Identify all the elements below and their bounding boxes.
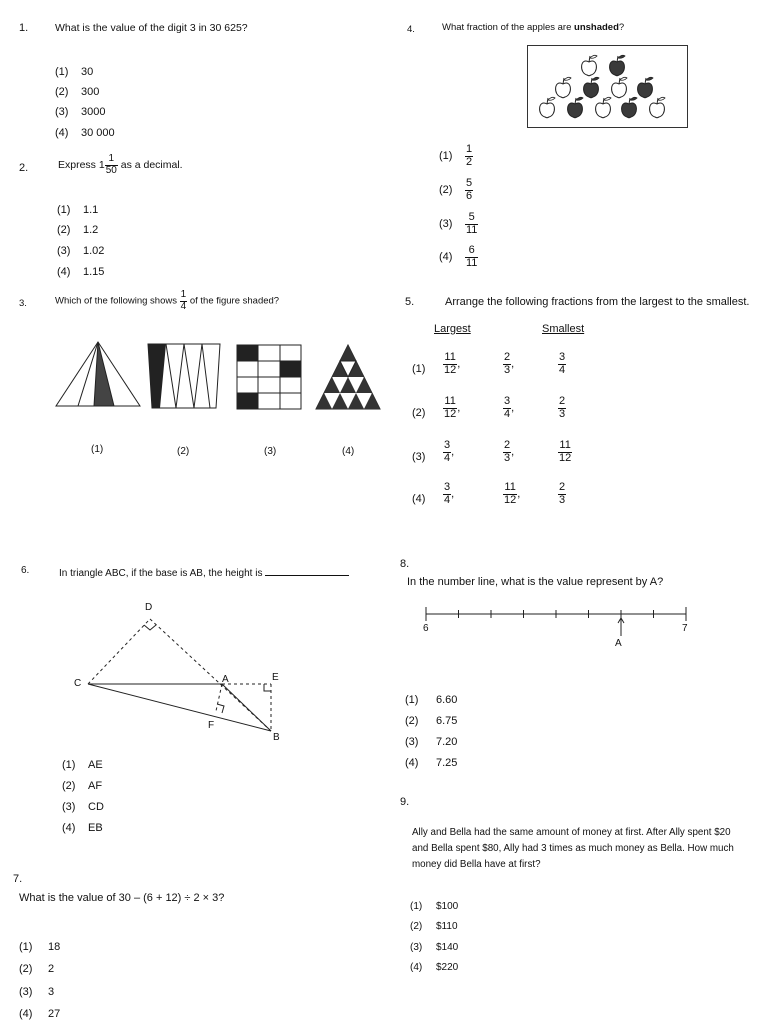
- fraction-numerator: 11: [444, 351, 456, 363]
- fraction-numerator: 3: [444, 481, 451, 493]
- option-value: AF: [88, 780, 103, 792]
- option-label: (3): [412, 451, 426, 463]
- option-fraction: [503, 440, 514, 464]
- q3-text-pre: Which of the following shows: [55, 295, 177, 307]
- apple-icon: [612, 77, 627, 97]
- q2-text-post: as a decimal.: [120, 158, 183, 171]
- q1-option-4[interactable]: [55, 127, 115, 139]
- fraction-denominator: 3: [559, 407, 566, 420]
- q8-option-3[interactable]: [405, 736, 457, 748]
- option-label: (4): [19, 1008, 33, 1020]
- q9-option-1[interactable]: [410, 901, 458, 912]
- option-label: (3): [55, 106, 69, 118]
- fraction-denominator: 3: [504, 363, 511, 376]
- option-label: (4): [405, 757, 419, 769]
- number-line-end: 7: [682, 623, 688, 634]
- q7-option-3[interactable]: [19, 986, 54, 998]
- option-label: (4): [412, 493, 426, 505]
- q4-option-2[interactable]: [439, 178, 473, 202]
- fraction-numerator: 2: [504, 351, 511, 363]
- q8-option-1[interactable]: [405, 694, 457, 706]
- option-label: (2): [410, 921, 423, 932]
- option-label: (3): [57, 245, 71, 257]
- option-value: 2: [48, 963, 55, 975]
- q6-question: [59, 565, 349, 579]
- option-label: (4): [62, 822, 76, 834]
- label-a: A: [222, 674, 229, 685]
- option-fraction: [443, 396, 460, 420]
- apple-icon: [596, 97, 611, 117]
- fraction-denominator: 6: [466, 189, 473, 202]
- option-value: $220: [436, 962, 459, 973]
- option-value: 3: [48, 986, 55, 998]
- q3-caption-4: (4): [342, 446, 355, 457]
- option-label: (4): [55, 127, 69, 139]
- fraction-numerator: 1: [108, 153, 115, 164]
- fraction-denominator: 3: [559, 493, 566, 506]
- fraction-denominator: 3: [504, 451, 511, 464]
- q4-text-bold: unshaded: [574, 22, 619, 33]
- shaded-apple-icon: [584, 77, 599, 97]
- fraction-denominator: 4: [504, 407, 511, 420]
- option-value: 1.15: [83, 266, 105, 278]
- q3-caption-3: (3): [264, 446, 277, 457]
- option-label: (4): [57, 266, 71, 278]
- q3-question: [55, 290, 279, 312]
- q8-number: 8.: [400, 558, 410, 570]
- fraction-numerator: 6: [468, 244, 475, 256]
- apple-icon: [650, 97, 665, 117]
- option-fraction: [558, 396, 566, 420]
- option-label: (1): [19, 941, 33, 953]
- q3-figure-3[interactable]: [237, 345, 303, 409]
- separator-comma: ,: [517, 488, 521, 501]
- option-label: (4): [439, 250, 453, 263]
- option-value: 300: [81, 86, 100, 98]
- option-value: $100: [436, 901, 459, 912]
- fraction-numerator: 5: [468, 211, 475, 223]
- q5-question: Arrange the following fractions from the largest to the smallest.: [445, 296, 750, 308]
- q5-smallest-label: Smallest: [542, 323, 585, 335]
- option-label: (2): [55, 86, 69, 98]
- q6-option-1[interactable]: [62, 759, 103, 771]
- q9-number: 9.: [400, 796, 410, 808]
- fraction-denominator: 12: [444, 407, 457, 420]
- label-c: C: [74, 678, 82, 689]
- label-d: D: [145, 602, 153, 613]
- fraction-numerator: 2: [559, 395, 566, 407]
- option-value: $110: [436, 921, 458, 932]
- q3-caption-1: (1): [91, 444, 104, 455]
- q8-option-4[interactable]: [405, 757, 457, 769]
- option-label: (1): [405, 694, 419, 706]
- label-f: F: [208, 720, 215, 731]
- option-label: (1): [55, 66, 69, 78]
- q5-largest-label: Largest: [434, 323, 471, 335]
- q8-question: In the number line, what is the value represent by A?: [407, 576, 664, 588]
- fraction-numerator: 2: [504, 439, 511, 451]
- option-value: $140: [436, 942, 459, 953]
- option-fraction: [503, 352, 514, 376]
- option-value: 3000: [81, 106, 106, 118]
- q3-number: 3.: [19, 298, 27, 309]
- fraction-denominator: 4: [444, 451, 451, 464]
- q3-text-post: of the figure shaded?: [189, 295, 280, 307]
- fraction-denominator: 4: [559, 363, 566, 376]
- fraction-denominator: 11: [466, 223, 478, 236]
- q4-question: [442, 22, 624, 33]
- q9-line-3: money did Bella have at first?: [412, 859, 541, 870]
- option-value: 1.02: [83, 245, 105, 257]
- separator-comma: ,: [457, 358, 461, 371]
- q2-option-3[interactable]: [57, 245, 104, 257]
- fraction-denominator: 4: [180, 300, 187, 312]
- q9-line-1: Ally and Bella had the same amount of money at first. After Ally spent $20: [412, 827, 731, 838]
- apple-icon: [540, 97, 555, 117]
- q6-option-4[interactable]: [62, 822, 103, 834]
- q1-option-1[interactable]: [55, 66, 93, 78]
- fraction-numerator: 11: [504, 481, 516, 493]
- option-label: (2): [405, 715, 419, 727]
- q7-number: 7.: [13, 873, 23, 885]
- option-value: 6.75: [436, 715, 458, 727]
- separator-comma: ,: [451, 488, 455, 501]
- option-value: 7.25: [436, 757, 458, 769]
- option-label: (4): [410, 962, 423, 973]
- option-label: (2): [19, 963, 33, 975]
- fraction-denominator: 4: [444, 493, 451, 506]
- option-label: (1): [57, 204, 71, 216]
- option-value: 1.2: [83, 224, 99, 236]
- q9-line-2: and Bella spent $80, Ally had 3 times as much money as Bella. How much: [412, 843, 734, 854]
- fraction-denominator: 12: [444, 363, 457, 376]
- q7-question: What is the value of 30 – (6 + 12) ÷ 2 × 3?: [19, 892, 225, 904]
- q2-fraction: [105, 154, 118, 176]
- q4-option-3[interactable]: [439, 212, 478, 236]
- option-fraction: [558, 440, 572, 464]
- number-line-marker-a: A: [615, 638, 622, 649]
- q1-option-2[interactable]: [55, 86, 99, 98]
- option-fraction: [465, 178, 473, 202]
- option-label: (3): [410, 942, 423, 953]
- apple-icon: [556, 77, 571, 97]
- q5-number: 5.: [405, 296, 415, 308]
- fraction-denominator: 50: [105, 164, 117, 176]
- arrow-up-icon: [618, 618, 624, 636]
- number-line-start: 6: [423, 623, 429, 634]
- option-value: CD: [88, 801, 104, 813]
- shaded-apple-icon: [638, 77, 653, 97]
- fraction-numerator: 11: [559, 439, 571, 451]
- q6-text: In triangle ABC, if the base is AB, the height is: [59, 568, 263, 579]
- fraction-numerator: 3: [444, 439, 451, 451]
- fraction-denominator: 12: [559, 451, 572, 464]
- fraction-numerator: 3: [559, 351, 566, 363]
- separator-comma: ,: [451, 446, 455, 459]
- option-value: EB: [88, 822, 103, 834]
- q3-figure-4[interactable]: [316, 345, 380, 409]
- fraction-numerator: 3: [504, 395, 511, 407]
- q8-option-2[interactable]: [405, 715, 457, 727]
- option-fraction: [443, 440, 454, 464]
- shaded-apple-icon: [622, 97, 637, 117]
- q4-apples: [527, 45, 687, 127]
- fraction-numerator: 5: [466, 177, 473, 189]
- option-value: 18: [48, 941, 61, 953]
- option-value: 7.20: [436, 736, 458, 748]
- option-value: 30 000: [81, 127, 115, 139]
- option-label: (3): [19, 986, 33, 998]
- q8-number-line: [420, 604, 696, 652]
- q3-caption-2: (2): [177, 446, 190, 457]
- shaded-apple-icon: [610, 55, 625, 75]
- q4-text-post: ?: [618, 22, 625, 33]
- option-fraction: [443, 482, 454, 506]
- separator-comma: ,: [511, 402, 515, 415]
- option-label: (3): [405, 736, 419, 748]
- option-label: (2): [412, 407, 426, 419]
- q6-number: 6.: [21, 565, 30, 576]
- separator-comma: ,: [457, 402, 461, 415]
- answer-blank[interactable]: [265, 565, 349, 576]
- option-fraction: [503, 396, 514, 420]
- option-label: (1): [410, 901, 423, 912]
- q9-option-4[interactable]: [410, 962, 458, 973]
- q4-number: 4.: [407, 24, 415, 35]
- q2-option-4[interactable]: [57, 266, 104, 278]
- q2-question: [58, 154, 183, 176]
- q3-figure-1[interactable]: [56, 342, 140, 408]
- q7-option-1[interactable]: [19, 941, 60, 953]
- option-fraction: [443, 352, 460, 376]
- option-label: (1): [412, 363, 426, 375]
- option-label: (1): [439, 149, 453, 162]
- fraction-numerator: 2: [559, 481, 566, 493]
- q7-option-2[interactable]: [19, 963, 54, 975]
- fraction-numerator: 11: [444, 395, 456, 407]
- shaded-apple-icon: [568, 97, 583, 117]
- q4-option-1[interactable]: [439, 144, 473, 168]
- option-label: (1): [62, 759, 76, 771]
- q1-number: 1.: [19, 22, 29, 34]
- fraction-denominator: 2: [466, 155, 473, 168]
- option-value: AE: [88, 759, 103, 771]
- option-label: (3): [439, 217, 453, 230]
- apple-icon: [582, 55, 597, 75]
- option-fraction: [465, 245, 478, 269]
- q4-text-pre: What fraction of the apples are: [442, 22, 572, 33]
- fraction-denominator: 11: [466, 256, 478, 269]
- q2-number: 2.: [19, 162, 29, 174]
- label-b: B: [273, 732, 280, 743]
- q2-option-1[interactable]: [57, 204, 98, 216]
- separator-comma: ,: [511, 446, 515, 459]
- option-fraction: [558, 482, 566, 506]
- q3-fraction: [180, 290, 188, 312]
- option-label: (2): [57, 224, 71, 236]
- q6-option-3[interactable]: [62, 801, 104, 813]
- option-value: 27: [48, 1008, 61, 1020]
- q2-option-2[interactable]: [57, 224, 98, 236]
- q9-option-3[interactable]: [410, 942, 458, 953]
- option-label: (3): [62, 801, 76, 813]
- separator-comma: ,: [511, 358, 515, 371]
- q7-option-4[interactable]: [19, 1008, 60, 1020]
- q1-option-3[interactable]: [55, 106, 105, 118]
- option-fraction: [558, 352, 566, 376]
- q2-text-pre: Express 1: [58, 158, 105, 171]
- option-fraction: [465, 144, 473, 168]
- fraction-numerator: 1: [466, 143, 473, 155]
- q4-option-4[interactable]: [439, 245, 478, 269]
- option-value: 6.60: [436, 694, 458, 706]
- option-fraction: [503, 482, 520, 506]
- q9-option-2[interactable]: [410, 921, 458, 932]
- option-fraction: [465, 212, 478, 236]
- option-value: 1.1: [83, 204, 99, 216]
- fraction-denominator: 12: [504, 493, 517, 506]
- option-label: (2): [62, 780, 76, 792]
- option-value: 30: [81, 66, 94, 78]
- fraction-numerator: 1: [180, 289, 187, 300]
- label-e: E: [272, 672, 279, 683]
- option-label: (2): [439, 183, 453, 196]
- q6-triangle-diagram: [60, 598, 300, 748]
- q3-figure-2[interactable]: [148, 344, 220, 408]
- q1-question: What is the value of the digit 3 in 30 625?: [55, 22, 248, 34]
- q6-option-2[interactable]: [62, 780, 102, 792]
